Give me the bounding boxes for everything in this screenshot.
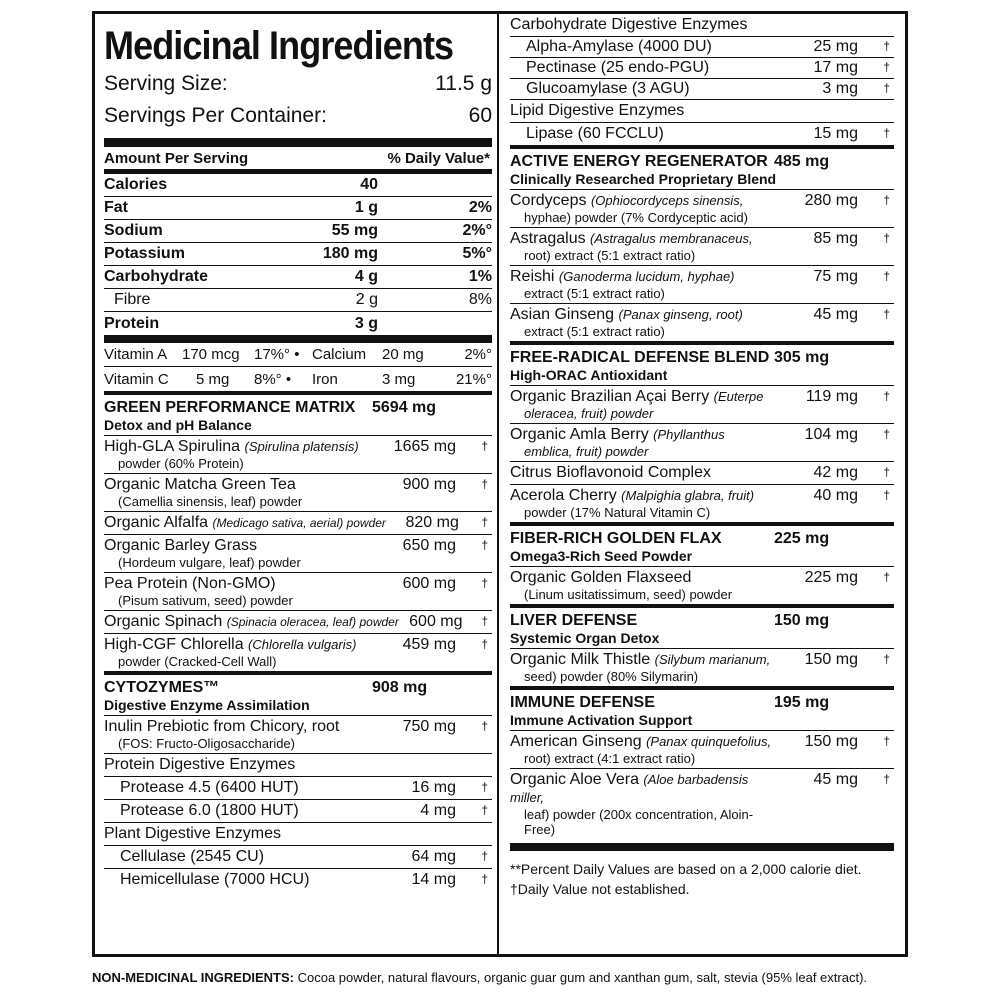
ingredient-name: Organic Alfalfa xyxy=(104,514,209,531)
vitamin-name: Calcium xyxy=(312,346,367,363)
ingredient-row xyxy=(104,800,492,823)
amount-header-row xyxy=(104,147,492,170)
ingredient-row xyxy=(510,649,894,686)
section-amount: 908 mg xyxy=(372,679,428,696)
nutrient-name: Fat xyxy=(104,199,128,216)
ingredient-name: Organic Golden Flaxseed xyxy=(510,569,692,586)
ingredient-row xyxy=(510,769,894,839)
ingredient-latin: (Phyllanthus xyxy=(653,427,725,442)
ingredient-name: Pea Protein (Non-GMO) xyxy=(104,575,276,592)
free-radical-section xyxy=(510,345,894,522)
ingredient-desc: seed) powder (80% Silymarin) xyxy=(524,669,699,684)
ingredient-row xyxy=(510,386,894,424)
dagger-mark: † xyxy=(883,652,890,666)
vitamin-row xyxy=(104,343,492,367)
ingredient-latin: (Medicago sativa, aerial) powder xyxy=(212,516,386,530)
dagger-mark: † xyxy=(481,439,488,453)
section-subtitle: Systemic Organ Detox xyxy=(510,630,660,646)
section-name: IMMUNE DEFENSE xyxy=(510,694,655,711)
ingredient-amount: 75 mg xyxy=(813,268,858,285)
non-medicinal-label: NON-MEDICINAL INGREDIENTS: xyxy=(92,970,294,985)
ingredient-amount: 64 mg xyxy=(411,848,456,865)
section-amount: 225 mg xyxy=(774,530,830,547)
nutrients-table xyxy=(104,174,492,335)
dagger-mark: † xyxy=(481,477,488,491)
ingredient-row xyxy=(510,462,894,485)
column-divider xyxy=(497,14,499,954)
enzyme-group-label: Plant Digestive Enzymes xyxy=(104,823,492,846)
ingredient-amount: 45 mg xyxy=(813,771,858,788)
ingredient-row xyxy=(510,567,894,604)
nutrient-name: Fibre xyxy=(114,291,151,308)
ingredient-row xyxy=(510,190,894,228)
ingredient-amount: 900 mg xyxy=(402,476,456,493)
dagger-mark: † xyxy=(481,637,488,651)
nutrient-name: Calories xyxy=(104,176,168,193)
section-subtitle: Digestive Enzyme Assimilation xyxy=(104,697,310,713)
vitamin-cell xyxy=(312,346,492,363)
ingredient-amount: 459 mg xyxy=(402,636,456,653)
ingredient-name: Organic Milk Thistle xyxy=(510,651,651,668)
dagger-mark: † xyxy=(481,576,488,590)
vitamin-cell xyxy=(312,371,492,388)
section-subtitle: Clinically Researched Proprietary Blend xyxy=(510,171,777,187)
ingredient-name: Acerola Cherry xyxy=(510,487,617,504)
dagger-mark: † xyxy=(883,570,890,584)
ingredient-amount: 25 mg xyxy=(813,38,858,55)
amount-header: Amount Per Serving xyxy=(104,149,249,167)
servings-per-container-row xyxy=(104,100,492,132)
serving-size-row xyxy=(104,68,492,100)
vitamin-dv: 17%° • xyxy=(254,346,300,363)
section-header xyxy=(510,526,894,567)
section-header xyxy=(104,395,492,436)
ingredient-amount: 225 mg xyxy=(804,569,858,586)
nutrient-dv: 2%° xyxy=(462,222,492,239)
ingredient-latin: (Aloe barbadensis miller, xyxy=(510,772,749,805)
ingredient-latin: (Ophiocordyceps sinensis, xyxy=(590,193,744,208)
dagger-mark: † xyxy=(883,126,890,140)
ingredient-latin: (Silybum marianum, xyxy=(654,652,771,667)
ingredient-desc: powder (17% Natural Vitamin C) xyxy=(524,505,711,520)
ingredient-row xyxy=(510,37,894,58)
nutrient-name: Protein xyxy=(104,314,160,332)
ingredient-name: High-GLA Spirulina xyxy=(104,438,241,455)
ingredient-name: Hemicellulase (7000 HCU) xyxy=(120,871,310,888)
nutrient-amount: 4 g xyxy=(354,268,378,285)
dagger-mark: † xyxy=(481,849,488,863)
vitamin-name: Vitamin C xyxy=(104,370,169,388)
nutrient-row xyxy=(104,312,492,335)
ingredient-amount: 14 mg xyxy=(411,871,456,888)
ingredient-desc: (Camellia sinensis, leaf) powder xyxy=(118,494,303,509)
dagger-mark: † xyxy=(481,515,488,529)
nutrient-row xyxy=(104,197,492,220)
dagger-mark: † xyxy=(481,872,488,886)
ingredient-amount: 119 mg xyxy=(805,388,858,405)
serving-size-label: Serving Size: xyxy=(104,72,228,95)
servings-value: 60 xyxy=(468,104,492,127)
ingredient-name: Pectinase (25 endo-PGU) xyxy=(526,59,710,76)
footnote-dagger: †Daily Value not established. xyxy=(510,881,690,897)
ingredient-name: Organic Amla Berry xyxy=(510,426,649,443)
ingredient-row xyxy=(510,485,894,522)
fiber-rich-section xyxy=(510,526,894,604)
section-subtitle: Omega3-Rich Seed Powder xyxy=(510,548,693,564)
non-medicinal-text: Cocoa powder, natural flavours, organic guar gum and xanthan gum, salt, stevia (95% leaf extract). xyxy=(293,970,868,985)
ingredient-amount: 45 mg xyxy=(813,306,858,323)
ingredient-row xyxy=(510,123,894,145)
section-name: CYTOZYMES™ xyxy=(104,679,220,696)
ingredient-latin: (Panax ginseng, root) xyxy=(618,307,743,322)
section-name: GREEN PERFORMANCE MATRIX xyxy=(104,399,356,416)
active-energy-section xyxy=(510,149,894,341)
ingredient-name: Organic Spinach xyxy=(104,613,223,630)
ingredient-name: Organic Matcha Green Tea xyxy=(104,476,296,493)
vitamin-row xyxy=(104,367,492,391)
dagger-mark: † xyxy=(481,719,488,733)
ingredient-latin: (Ganoderma lucidum, hyphae) xyxy=(558,269,735,284)
vitamin-amount: 20 mg xyxy=(382,346,424,363)
nutrient-dv: 1% xyxy=(468,268,492,285)
ingredient-desc: extract (5:1 extract ratio) xyxy=(524,286,665,301)
ingredient-name: Astragalus xyxy=(510,230,586,247)
ingredient-row xyxy=(104,535,492,573)
ingredient-name: Glucoamylase (3 AGU) xyxy=(526,80,690,97)
ingredient-desc: powder (Cracked-Cell Wall) xyxy=(118,654,277,669)
thick-rule xyxy=(104,335,492,343)
dagger-mark: † xyxy=(883,772,890,786)
ingredient-row xyxy=(510,304,894,341)
ingredient-row xyxy=(104,573,492,611)
ingredient-amount: 85 mg xyxy=(813,230,858,247)
ingredient-amount: 820 mg xyxy=(405,514,459,531)
section-header xyxy=(510,345,894,386)
ingredient-desc: hyphae) powder (7% Cordyceptic acid) xyxy=(524,210,748,225)
liver-defense-section xyxy=(510,608,894,686)
ingredient-amount: 104 mg xyxy=(804,426,858,443)
footnote-daily-values: **Percent Daily Values are based on a 2,000 calorie diet. xyxy=(510,861,862,877)
ingredient-amount: 1665 mg xyxy=(393,438,456,455)
vitamin-name: Iron xyxy=(312,370,338,388)
ingredient-amount: 4 mg xyxy=(420,802,456,819)
ingredient-desc: (Pisum sativum, seed) powder xyxy=(118,593,293,608)
section-header xyxy=(510,690,894,731)
ingredient-latin: (Spinacia oleracea, leaf) powder xyxy=(226,615,399,629)
dagger-mark: † xyxy=(883,39,890,53)
ingredient-row xyxy=(104,512,492,535)
page-title: Medicinal Ingredients xyxy=(104,24,454,68)
nutrient-dv: 8% xyxy=(468,291,492,308)
ingredient-amount: 150 mg xyxy=(804,733,858,750)
ingredient-row xyxy=(510,731,894,769)
dagger-mark: † xyxy=(883,389,890,403)
ingredient-amount: 650 mg xyxy=(402,537,456,554)
vitamin-dv: 2%° xyxy=(464,346,492,363)
ingredient-desc: (Linum usitatissimum, seed) powder xyxy=(524,587,733,602)
ingredient-name: Inulin Prebiotic from Chicory, root xyxy=(104,718,340,735)
nutrient-name: Potassium xyxy=(104,245,185,262)
ingredient-desc: leaf) powder (200x concentration, Aloin-Free) xyxy=(524,807,754,837)
ingredient-latin: (Panax quinquefolius, xyxy=(646,734,772,749)
section-amount: 195 mg xyxy=(774,694,830,711)
ingredient-row xyxy=(104,869,492,891)
ingredient-name: Alpha-Amylase (4000 DU) xyxy=(526,38,712,55)
vitamin-name: Vitamin A xyxy=(104,346,168,363)
ingredient-amount: 42 mg xyxy=(813,464,858,481)
ingredient-amount: 600 mg xyxy=(409,613,463,630)
nutrient-row xyxy=(104,289,492,312)
servings-label: Servings Per Container: xyxy=(104,104,327,127)
section-header xyxy=(510,149,894,190)
nutrient-amount: 180 mg xyxy=(322,245,378,262)
cytozymes-section xyxy=(104,675,492,891)
nutrient-amount: 3 g xyxy=(354,314,378,332)
ingredient-name: Cordyceps xyxy=(510,192,587,209)
nutrient-amount: 1 g xyxy=(354,199,378,216)
ingredient-latin: (Chlorella vulgaris) xyxy=(248,637,357,652)
section-amount: 305 mg xyxy=(774,349,830,366)
section-amount: 5694 mg xyxy=(372,399,437,416)
ingredient-row xyxy=(510,424,894,462)
dagger-mark: † xyxy=(883,427,890,441)
enzyme-group-label: Protein Digestive Enzymes xyxy=(104,754,492,777)
nutrient-dv: 5%° xyxy=(462,245,492,262)
enzyme-group-label: Carbohydrate Digestive Enzymes xyxy=(510,14,894,37)
section-header xyxy=(510,608,894,649)
ingredient-row xyxy=(510,228,894,266)
section-subtitle: High-ORAC Antioxidant xyxy=(510,367,668,383)
ingredient-row xyxy=(104,436,492,474)
nutrient-amount: 2 g xyxy=(355,291,378,308)
dagger-mark: † xyxy=(883,307,890,321)
section-name: ACTIVE ENERGY REGENERATOR xyxy=(510,153,768,170)
ingredient-name: Asian Ginseng xyxy=(510,306,615,323)
right-column xyxy=(510,14,894,899)
dagger-mark: † xyxy=(883,734,890,748)
ingredient-row xyxy=(104,777,492,800)
ingredient-amount: 750 mg xyxy=(402,718,456,735)
ingredient-desc: powder (60% Protein) xyxy=(118,456,244,471)
section-header xyxy=(104,675,492,716)
nutrient-row xyxy=(104,243,492,266)
ingredient-row xyxy=(104,634,492,671)
thick-rule xyxy=(510,843,894,851)
ingredient-row xyxy=(510,58,894,79)
ingredient-amount: 150 mg xyxy=(804,651,858,668)
ingredient-amount: 16 mg xyxy=(411,779,456,796)
dagger-mark: † xyxy=(883,81,890,95)
vitamin-amount: 5 mg xyxy=(196,370,230,388)
ingredient-amount: 17 mg xyxy=(813,59,858,76)
section-name: FREE-RADICAL DEFENSE BLEND xyxy=(510,349,770,366)
ingredient-desc: root) extract (4:1 extract ratio) xyxy=(524,751,696,766)
vitamin-cell xyxy=(104,346,312,363)
ingredient-name: High-CGF Chlorella xyxy=(104,636,244,653)
section-subtitle: Immune Activation Support xyxy=(510,712,693,728)
vitamin-amount: 3 mg xyxy=(382,370,416,388)
dagger-mark: † xyxy=(481,614,488,628)
ingredient-name: Lipase (60 FCCLU) xyxy=(526,125,664,142)
left-column xyxy=(104,14,492,891)
ingredient-row xyxy=(510,79,894,100)
vitamin-dv: 21%° xyxy=(455,370,492,388)
thick-rule xyxy=(104,138,492,147)
ingredient-name: Cellulase (2545 CU) xyxy=(120,848,265,865)
dagger-mark: † xyxy=(883,193,890,207)
dv-header: % Daily Value* xyxy=(387,149,490,167)
ingredient-row xyxy=(104,611,492,634)
section-subtitle: Detox and pH Balance xyxy=(104,417,252,433)
immune-defense-section xyxy=(510,690,894,839)
dagger-mark: † xyxy=(883,488,890,502)
ingredient-name: Reishi xyxy=(510,268,555,285)
dagger-mark: † xyxy=(481,538,488,552)
nutrient-amount: 55 mg xyxy=(331,222,378,239)
ingredient-name: American Ginseng xyxy=(510,733,642,750)
ingredient-row xyxy=(104,474,492,512)
green-performance-section xyxy=(104,395,492,671)
section-name: LIVER DEFENSE xyxy=(510,612,638,629)
nutrient-dv: 2% xyxy=(468,199,492,216)
section-amount: 485 mg xyxy=(774,153,830,170)
dagger-mark: † xyxy=(883,269,890,283)
nutrient-row xyxy=(104,174,492,197)
ingredient-name: Organic Barley Grass xyxy=(104,537,257,554)
ingredient-latin: (Astragalus membranaceus, xyxy=(590,231,753,246)
ingredient-latin: (Malpighia glabra, fruit) xyxy=(621,488,755,503)
nutrient-row xyxy=(104,220,492,243)
vitamin-dv: 8%° • xyxy=(254,370,292,388)
nutrient-row xyxy=(104,266,492,289)
ingredient-amount: 280 mg xyxy=(804,192,858,209)
nutrient-amount: 40 xyxy=(360,176,378,193)
ingredient-name: Protease 6.0 (1800 HUT) xyxy=(120,802,299,819)
dagger-mark: † xyxy=(883,231,890,245)
nutrient-name: Carbohydrate xyxy=(104,268,209,285)
ingredient-amount: 600 mg xyxy=(402,575,456,592)
ingredient-amount: 3 mg xyxy=(822,80,858,97)
dagger-mark: † xyxy=(883,465,890,479)
ingredient-desc: oleracea, fruit) powder xyxy=(524,406,654,421)
vitamin-amount: 170 mcg xyxy=(182,346,240,363)
dagger-mark: † xyxy=(481,803,488,817)
ingredient-row xyxy=(510,266,894,304)
ingredient-name: Citrus Bioflavonoid Complex xyxy=(510,464,711,481)
ingredient-name: Organic Aloe Vera xyxy=(510,771,639,788)
ingredient-desc: (FOS: Fructo-Oligosaccharide) xyxy=(118,736,295,751)
ingredient-row xyxy=(104,846,492,869)
enzyme-group-label: Lipid Digestive Enzymes xyxy=(510,100,894,123)
ingredient-name: Organic Brazilian Açai Berry xyxy=(510,388,710,405)
ingredient-name: Protease 4.5 (6400 HUT) xyxy=(120,779,299,796)
ingredient-amount: 40 mg xyxy=(813,487,858,504)
ingredient-latin: (Spirulina platensis) xyxy=(244,439,359,454)
ingredient-desc: extract (5:1 extract ratio) xyxy=(524,324,665,339)
section-name: FIBER-RICH GOLDEN FLAX xyxy=(510,530,722,547)
ingredient-desc: (Hordeum vulgare, leaf) powder xyxy=(118,555,301,570)
nutrient-name: Sodium xyxy=(104,222,163,239)
dagger-mark: † xyxy=(481,780,488,794)
footnotes xyxy=(510,851,894,899)
ingredient-latin: (Euterpe xyxy=(713,389,764,404)
vitamin-cell xyxy=(104,371,312,388)
serving-size-value: 11.5 g xyxy=(435,72,492,95)
section-amount: 150 mg xyxy=(774,612,830,629)
dagger-mark: † xyxy=(883,60,890,74)
ingredient-desc: emblica, fruit) powder xyxy=(524,444,649,459)
ingredient-amount: 15 mg xyxy=(813,125,858,142)
ingredient-desc: root) extract (5:1 extract ratio) xyxy=(524,248,696,263)
ingredient-row xyxy=(104,716,492,754)
non-medicinal-ingredients xyxy=(92,970,867,985)
